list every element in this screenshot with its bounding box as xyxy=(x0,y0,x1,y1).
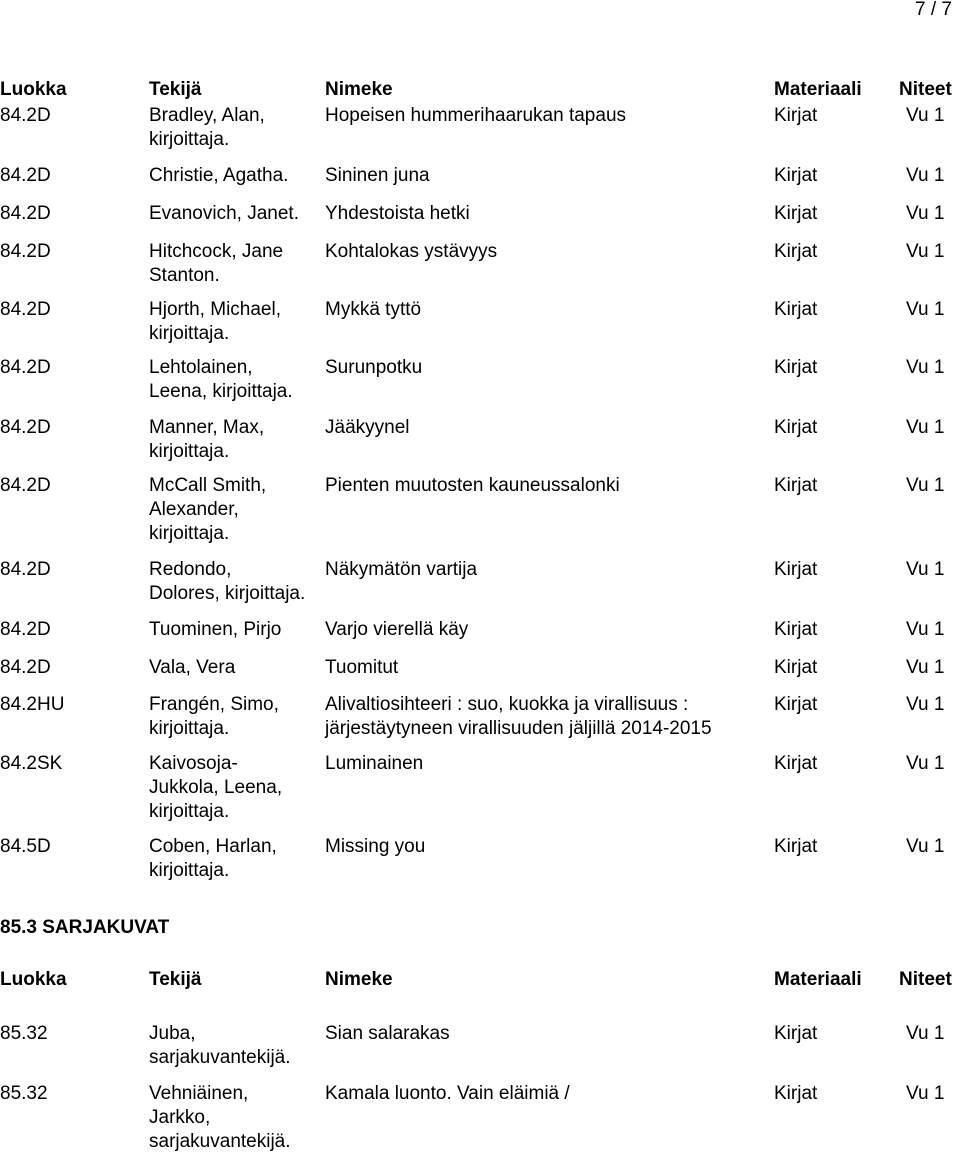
tekija-line: kirjoittaja. xyxy=(149,860,230,881)
nimeke-cell xyxy=(325,104,765,128)
materiaali-cell: Kirjat xyxy=(774,357,818,378)
tekija-line: Lehtolainen, xyxy=(149,357,253,378)
niteet-cell: Vu 1 xyxy=(906,203,945,224)
nimeke-line: Alivaltiosihteeri : suo, kuokka ja virallisuus : xyxy=(325,694,689,715)
materiaali-cell: Kirjat xyxy=(774,105,818,126)
niteet-cell: Vu 1 xyxy=(906,299,945,320)
luokka-cell: 84.2D xyxy=(0,299,51,320)
tekija-line: McCall Smith, xyxy=(149,475,267,496)
nimeke-line: Sian salarakas xyxy=(325,1023,450,1044)
niteet-cell: Vu 1 xyxy=(906,165,945,186)
luokka-cell: 84.2D xyxy=(0,203,51,224)
table-row xyxy=(0,202,960,226)
nimeke-line: järjestäytyneen virallisuuden jäljillä 2014-2015 xyxy=(325,718,712,739)
luokka-cell: 85.32 xyxy=(0,1023,48,1044)
tekija-line: Vehniäinen, xyxy=(149,1083,249,1104)
tekija-line: Kaivosoja- xyxy=(149,753,238,774)
nimeke-line: Yhdestoista hetki xyxy=(325,203,470,224)
nimeke-line: Hopeisen hummerihaarukan tapaus xyxy=(325,105,627,126)
column-header-tekija: Tekijä xyxy=(149,969,202,990)
niteet-cell: Vu 1 xyxy=(906,417,945,438)
tekija-line: Hjorth, Michael, xyxy=(149,299,281,320)
table-row xyxy=(0,558,960,604)
luokka-cell: 84.2D xyxy=(0,165,51,186)
table-header xyxy=(0,968,960,992)
column-header-materiaali: Materiaali xyxy=(774,969,862,990)
tekija-cell xyxy=(149,1082,321,1154)
tekija-line: Juba, xyxy=(149,1023,196,1044)
table-row xyxy=(0,752,960,822)
nimeke-line: Surunpotku xyxy=(325,357,423,378)
nimeke-line: Missing you xyxy=(325,836,426,857)
tekija-cell xyxy=(149,558,321,606)
column-header-nimeke: Nimeke xyxy=(325,969,393,990)
tekija-cell xyxy=(149,240,321,288)
tekija-line: kirjoittaja. xyxy=(149,129,230,150)
tekija-cell xyxy=(149,693,321,741)
niteet-cell: Vu 1 xyxy=(906,657,945,678)
column-header-luokka: Luokka xyxy=(0,79,67,100)
nimeke-cell xyxy=(325,474,765,498)
table-row xyxy=(0,618,960,642)
table-row xyxy=(0,693,960,739)
materiaali-cell: Kirjat xyxy=(774,299,818,320)
table-row xyxy=(0,298,960,344)
luokka-cell: 85.32 xyxy=(0,1083,48,1104)
materiaali-cell: Kirjat xyxy=(774,657,818,678)
tekija-line: Tuominen, Pirjo xyxy=(149,619,282,640)
column-header-luokka: Luokka xyxy=(0,969,67,990)
niteet-cell: Vu 1 xyxy=(906,1023,945,1044)
tekija-cell xyxy=(149,835,321,883)
table-row xyxy=(0,356,960,402)
tekija-line: Alexander, xyxy=(149,499,239,520)
tekija-line: sarjakuvantekijä. xyxy=(149,1047,291,1068)
table-row xyxy=(0,656,960,680)
table-row xyxy=(0,1022,960,1068)
niteet-cell: Vu 1 xyxy=(906,357,945,378)
luokka-cell: 84.5D xyxy=(0,836,51,857)
materiaali-cell: Kirjat xyxy=(774,836,818,857)
materiaali-cell: Kirjat xyxy=(774,753,818,774)
luokka-cell: 84.2D xyxy=(0,417,51,438)
tekija-line: Evanovich, Janet. xyxy=(149,203,299,224)
table-row xyxy=(0,104,960,150)
tekija-line: Stanton. xyxy=(149,265,220,286)
nimeke-line: Mykkä tyttö xyxy=(325,299,422,320)
materiaali-cell: Kirjat xyxy=(774,417,818,438)
niteet-cell: Vu 1 xyxy=(906,559,945,580)
tekija-line: kirjoittaja. xyxy=(149,323,230,344)
tekija-cell xyxy=(149,104,321,152)
niteet-cell: Vu 1 xyxy=(906,105,945,126)
table-row xyxy=(0,835,960,881)
column-header-niteet: Niteet xyxy=(899,79,952,100)
materiaali-cell: Kirjat xyxy=(774,694,818,715)
tekija-cell xyxy=(149,356,321,404)
nimeke-cell xyxy=(325,752,765,776)
table-row xyxy=(0,240,960,286)
materiaali-cell: Kirjat xyxy=(774,475,818,496)
tekija-line: Redondo, xyxy=(149,559,232,580)
nimeke-line: Kamala luonto. Vain eläimiä / xyxy=(325,1083,570,1104)
nimeke-line: Tuomitut xyxy=(325,657,399,678)
nimeke-line: Pienten muutosten kauneussalonki xyxy=(325,475,620,496)
niteet-cell: Vu 1 xyxy=(906,836,945,857)
materiaali-cell: Kirjat xyxy=(774,1083,818,1104)
tekija-line: Vala, Vera xyxy=(149,657,236,678)
luokka-cell: 84.2SK xyxy=(0,753,63,774)
tekija-line: kirjoittaja. xyxy=(149,441,230,462)
tekija-cell xyxy=(149,656,321,680)
table-row xyxy=(0,164,960,188)
nimeke-line: Varjo vierellä käy xyxy=(325,619,469,640)
column-header-nimeke: Nimeke xyxy=(325,79,393,100)
tekija-line: Dolores, kirjoittaja. xyxy=(149,583,306,604)
table-row xyxy=(0,416,960,462)
tekija-line: Frangén, Simo, xyxy=(149,694,279,715)
luokka-cell: 84.2D xyxy=(0,475,51,496)
luokka-cell: 84.2D xyxy=(0,241,51,262)
materiaali-cell: Kirjat xyxy=(774,559,818,580)
luokka-cell: 84.2D xyxy=(0,105,51,126)
tekija-line: kirjoittaja. xyxy=(149,801,230,822)
column-header-materiaali: Materiaali xyxy=(774,79,862,100)
luokka-cell: 84.2D xyxy=(0,357,51,378)
nimeke-cell xyxy=(325,416,765,440)
niteet-cell: Vu 1 xyxy=(906,1083,945,1104)
nimeke-line: Luminainen xyxy=(325,753,424,774)
column-header-niteet: Niteet xyxy=(899,969,952,990)
tekija-line: kirjoittaja. xyxy=(149,718,230,739)
nimeke-line: Näkymätön vartija xyxy=(325,559,478,580)
table-row xyxy=(0,474,960,544)
tekija-cell xyxy=(149,416,321,464)
niteet-cell: Vu 1 xyxy=(906,619,945,640)
nimeke-cell xyxy=(325,693,765,741)
niteet-cell: Vu 1 xyxy=(906,694,945,715)
nimeke-line: Sininen juna xyxy=(325,165,430,186)
section-title: 85.3 SARJAKUVAT xyxy=(0,917,170,938)
luokka-cell: 84.2D xyxy=(0,657,51,678)
tekija-cell xyxy=(149,202,321,226)
nimeke-cell xyxy=(325,656,765,680)
nimeke-cell xyxy=(325,240,765,264)
table-header xyxy=(0,78,960,102)
tekija-line: Bradley, Alan, xyxy=(149,105,265,126)
materiaali-cell: Kirjat xyxy=(774,1023,818,1044)
tekija-cell xyxy=(149,298,321,346)
tekija-cell xyxy=(149,752,321,824)
luokka-cell: 84.2HU xyxy=(0,694,65,715)
nimeke-line: Jääkyynel xyxy=(325,417,410,438)
nimeke-cell xyxy=(325,558,765,582)
tekija-line: kirjoittaja. xyxy=(149,523,230,544)
luokka-cell: 84.2D xyxy=(0,619,51,640)
tekija-line: Christie, Agatha. xyxy=(149,165,289,186)
materiaali-cell: Kirjat xyxy=(774,165,818,186)
nimeke-cell xyxy=(325,356,765,380)
materiaali-cell: Kirjat xyxy=(774,203,818,224)
niteet-cell: Vu 1 xyxy=(906,475,945,496)
niteet-cell: Vu 1 xyxy=(906,753,945,774)
tekija-cell xyxy=(149,1022,321,1070)
materiaali-cell: Kirjat xyxy=(774,619,818,640)
nimeke-cell xyxy=(325,1022,765,1046)
tekija-cell xyxy=(149,164,321,188)
tekija-line: Jarkko, xyxy=(149,1107,211,1128)
tekija-cell xyxy=(149,618,321,642)
niteet-cell: Vu 1 xyxy=(906,241,945,262)
luokka-cell: 84.2D xyxy=(0,559,51,580)
tekija-line: Manner, Max, xyxy=(149,417,265,438)
nimeke-cell xyxy=(325,298,765,322)
nimeke-cell xyxy=(325,202,765,226)
tekija-line: Jukkola, Leena, xyxy=(149,777,283,798)
nimeke-cell xyxy=(325,618,765,642)
nimeke-cell xyxy=(325,1082,765,1106)
nimeke-cell xyxy=(325,164,765,188)
nimeke-line: Kohtalokas ystävyys xyxy=(325,241,498,262)
tekija-line: Coben, Harlan, xyxy=(149,836,277,857)
tekija-line: Hitchcock, Jane xyxy=(149,241,284,262)
materiaali-cell: Kirjat xyxy=(774,241,818,262)
tekija-line: Leena, kirjoittaja. xyxy=(149,381,293,402)
table-row xyxy=(0,1082,960,1152)
tekija-cell xyxy=(149,474,321,546)
tekija-line: sarjakuvantekijä. xyxy=(149,1131,291,1152)
nimeke-cell xyxy=(325,835,765,859)
column-header-tekija: Tekijä xyxy=(149,79,202,100)
page-number: 7 / 7 xyxy=(915,0,952,20)
